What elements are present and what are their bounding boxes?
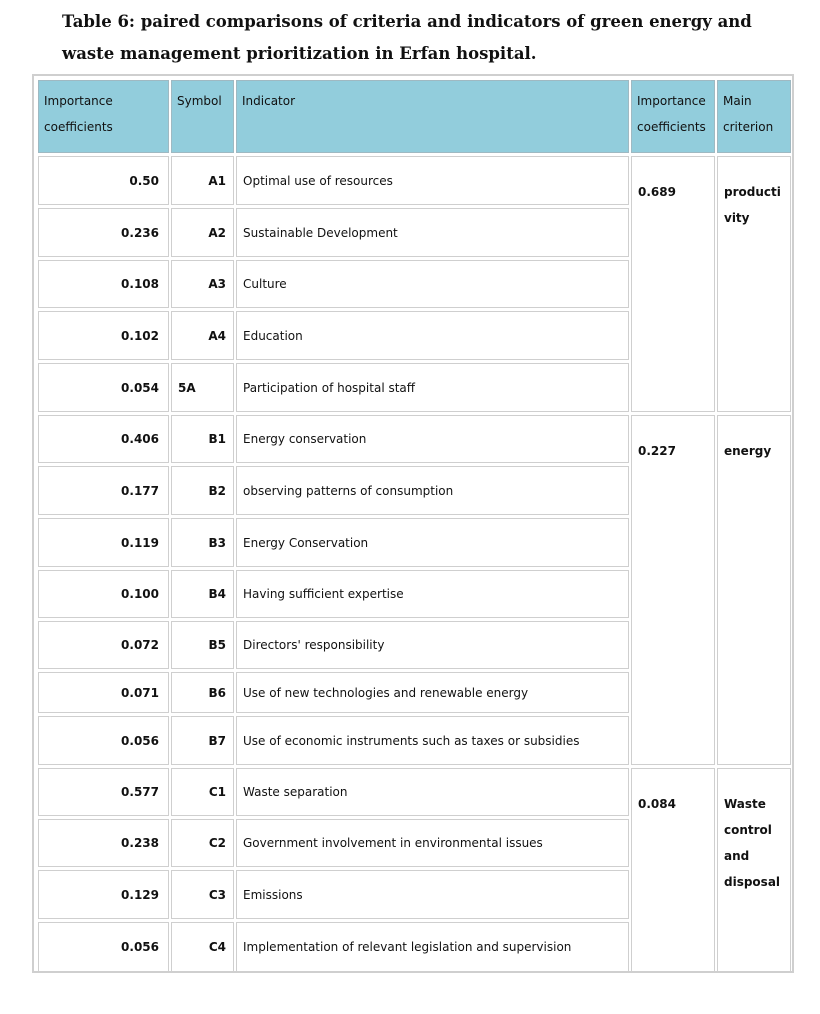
group-main-criterion: energy xyxy=(717,415,791,765)
row-indicator: Education xyxy=(236,311,629,360)
row-symbol: A2 xyxy=(171,208,234,257)
row-importance-coefficient: 0.102 xyxy=(38,311,169,360)
group-importance-coefficient: 0.689 xyxy=(631,156,715,412)
row-symbol: C3 xyxy=(171,870,234,919)
row-symbol: B3 xyxy=(171,518,234,567)
row-indicator: Energy conservation xyxy=(236,415,629,463)
row-indicator: Participation of hospital staff xyxy=(236,363,629,412)
row-indicator: Implementation of relevant legislation and supervision xyxy=(236,922,629,972)
row-symbol: A3 xyxy=(171,260,234,308)
group-importance-coefficient: 0.084 xyxy=(631,768,715,972)
row-importance-coefficient: 0.177 xyxy=(38,466,169,515)
row-symbol: A1 xyxy=(171,156,234,205)
row-indicator: Culture xyxy=(236,260,629,308)
row-importance-coefficient: 0.108 xyxy=(38,260,169,308)
row-symbol: B6 xyxy=(171,672,234,713)
header-importance-coefficients: Importance coefficients xyxy=(38,80,169,153)
row-indicator: Use of new technologies and renewable energy xyxy=(236,672,629,713)
row-symbol: A4 xyxy=(171,311,234,360)
row-importance-coefficient: 0.072 xyxy=(38,621,169,669)
row-symbol: B2 xyxy=(171,466,234,515)
group-importance-coefficient: 0.227 xyxy=(631,415,715,765)
row-indicator: Sustainable Development xyxy=(236,208,629,257)
row-symbol: B1 xyxy=(171,415,234,463)
row-importance-coefficient: 0.100 xyxy=(38,570,169,618)
row-symbol: B7 xyxy=(171,716,234,765)
row-indicator: Energy Conservation xyxy=(236,518,629,567)
row-indicator: Directors' responsibility xyxy=(236,621,629,669)
row-symbol: 5A xyxy=(171,363,234,412)
group-main-criterion: Waste control and disposal xyxy=(717,768,791,972)
row-importance-coefficient: 0.129 xyxy=(38,870,169,919)
row-indicator: Waste separation xyxy=(236,768,629,816)
row-importance-coefficient: 0.238 xyxy=(38,819,169,867)
row-symbol: C1 xyxy=(171,768,234,816)
row-indicator: observing patterns of consumption xyxy=(236,466,629,515)
table-caption: Table 6: paired comparisons of criteria and indicators of green energy and waste management prioritization in Erfan hospital. xyxy=(62,12,752,63)
row-indicator: Government involvement in environmental issues xyxy=(236,819,629,867)
row-importance-coefficient: 0.577 xyxy=(38,768,169,816)
row-importance-coefficient: 0.50 xyxy=(38,156,169,205)
group-main-criterion: productivity xyxy=(717,156,791,412)
row-indicator: Emissions xyxy=(236,870,629,919)
row-importance-coefficient: 0.054 xyxy=(38,363,169,412)
row-indicator: Having sufficient expertise xyxy=(236,570,629,618)
header-criterion-importance: Importance coefficients xyxy=(631,80,715,153)
criteria-table xyxy=(32,74,794,973)
row-importance-coefficient: 0.056 xyxy=(38,716,169,765)
row-importance-coefficient: 0.406 xyxy=(38,415,169,463)
row-indicator: Use of economic instruments such as taxes or subsidies xyxy=(236,716,629,765)
row-importance-coefficient: 0.056 xyxy=(38,922,169,972)
row-symbol: B4 xyxy=(171,570,234,618)
row-symbol: C2 xyxy=(171,819,234,867)
row-symbol: B5 xyxy=(171,621,234,669)
header-symbol: Symbol xyxy=(171,80,234,153)
header-main-criterion: Main criterion xyxy=(717,80,791,153)
header-indicator: Indicator xyxy=(236,80,629,153)
row-importance-coefficient: 0.071 xyxy=(38,672,169,713)
row-importance-coefficient: 0.236 xyxy=(38,208,169,257)
row-importance-coefficient: 0.119 xyxy=(38,518,169,567)
row-symbol: C4 xyxy=(171,922,234,972)
row-indicator: Optimal use of resources xyxy=(236,156,629,205)
